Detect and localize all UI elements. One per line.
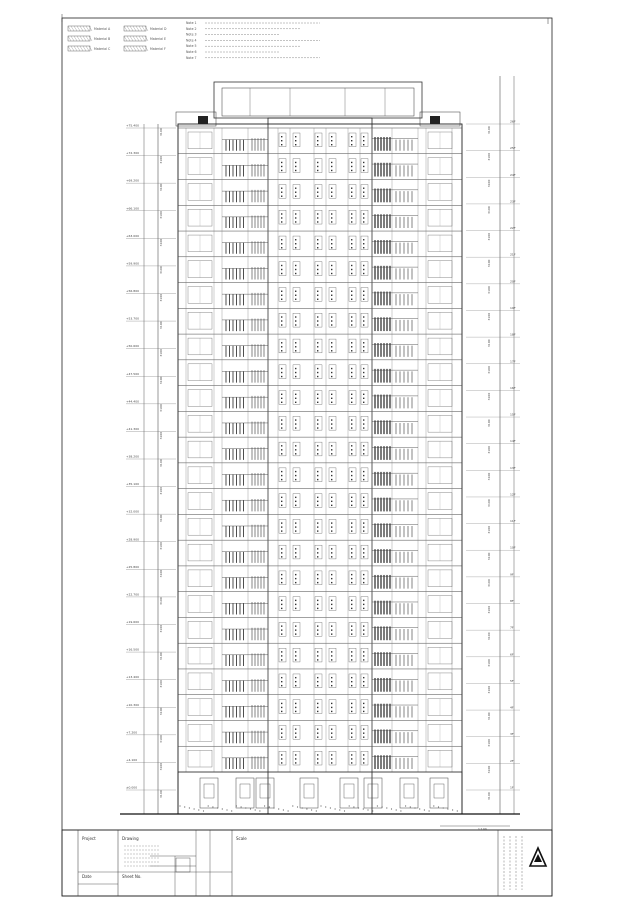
level-dimension: 3100 [159,597,163,605]
level-mark: +19.600 [126,620,140,624]
level-dimension: 3100 [159,128,163,136]
level-mark: +4.100 [126,757,138,762]
legend-note: Note 7 [186,55,197,60]
floor-label: 8F [510,599,514,604]
level-mark: +72.300 [126,151,140,156]
floor-dimension: 3100 [487,552,491,561]
level-dimension: 3100 [159,349,163,357]
level-mark: +13.400 [126,675,140,680]
building-outline [178,124,462,814]
floor-dimension: 3100 [487,499,491,507]
title-block-cell: Scale [236,836,247,841]
floor-dimension: 3100 [487,419,491,428]
level-dimension: 3100 [159,211,163,219]
legend-note: Note 3 [186,32,197,37]
floor-dimension: 3100 [487,792,491,800]
legend-note: Note 4 [186,38,197,43]
title-block [62,830,552,896]
floor-dimension: 3100 [487,206,491,214]
floor-label: 20F [510,279,516,284]
level-mark: ±0.000 [126,785,138,790]
legend-item [68,36,110,41]
floor-label: 9F [510,572,514,577]
floor-dimension: 3100 [487,605,491,614]
level-mark: +38.200 [126,454,140,459]
level-dimension: 3100 [159,404,163,412]
level-dimension: 3100 [159,735,163,743]
floor-label: 6F [510,652,514,657]
level-mark: +50.600 [126,344,140,349]
floor-label: 2F [510,758,514,763]
floor-label: 24F [510,172,516,177]
level-dimension: 3100 [159,514,163,523]
level-dimension: 3100 [159,321,163,330]
level-dimension: 3100 [159,266,163,274]
floor-label: 7F [510,625,514,630]
right-floor-labels [466,76,520,814]
floor-label: 26F [510,119,516,124]
floor-label: 19F [510,305,516,310]
floor-dimension: 3100 [487,472,491,481]
title-block-cell: Date [82,874,92,879]
floor-label: 23F [510,199,516,204]
legend-item-label: Material A [94,27,111,31]
floor-dimension: 3100 [487,632,491,641]
level-dimension: 3100 [159,376,163,385]
title-block-cell: Project [82,836,96,841]
floor-dimension: 3100 [487,525,491,534]
level-mark: +7.200 [126,730,138,735]
legend-item-label: Material D [150,27,167,31]
level-mark: +56.800 [126,289,140,293]
floor-dimension: 3100 [487,232,491,241]
floor-label: 11F [510,519,516,524]
floor-label: 5F [510,678,514,683]
level-mark: +16.500 [126,647,140,652]
floor-dimension: 3100 [487,126,491,134]
level-dimension: 3100 [159,652,163,661]
level-dimension: 3100 [159,569,163,578]
floor-dimension: 3100 [487,259,491,268]
level-mark: +10.300 [126,702,140,707]
floor-label: 1F [510,785,514,790]
legend-note: Note 1 [186,21,197,25]
level-mark: +75.400 [126,123,140,128]
legend-note: Note 5 [186,44,197,49]
floor-label: 3F [510,732,514,737]
floor-label: 12F [510,492,516,497]
level-dimension: 3100 [159,459,163,467]
legend-item [68,46,111,51]
level-mark: +35.100 [126,482,140,487]
scale-text: 1:100 [478,827,487,831]
level-dimension: 3100 [159,486,163,495]
title-block-cell: Sheet No. [122,874,142,879]
level-dimension: 3100 [159,238,163,247]
floor-dimension: 3100 [487,712,491,721]
level-mark: +25.800 [126,564,140,569]
level-dimension: 3100 [159,155,163,164]
level-mark: +41.300 [126,426,140,431]
roof-frame [214,82,422,118]
level-dimension: 3100 [159,431,163,440]
level-dimension: 3100 [159,680,163,688]
floor-dimension: 3100 [487,392,491,401]
floor-dimension: 3100 [487,286,491,294]
legend-item [124,26,167,31]
level-mark: +63.000 [126,233,140,238]
legend-block [68,21,320,60]
level-mark: +69.200 [126,178,140,183]
level-mark: +44.400 [126,399,140,404]
level-mark: +59.900 [126,261,140,266]
level-mark: +53.700 [126,316,140,321]
floor-label: 15F [510,412,516,417]
legend-item-label: Material C [94,47,111,51]
floor-dimension: 3100 [487,339,491,348]
level-dimension: 3100 [159,762,163,771]
floor-dimension: 3100 [487,579,491,587]
floor-dimension: 3100 [487,152,491,161]
floor-dimension: 3100 [487,179,491,188]
left-level-marks [126,124,176,815]
floor-label: 4F [510,705,514,710]
floor-label: 13F [510,465,516,470]
floor-label: 17F [510,359,516,364]
floor-dimension: 3100 [487,739,491,747]
floor-dimension: 3100 [487,659,491,667]
floor-label: 18F [510,332,516,337]
floor-label: 10F [510,545,516,550]
level-mark: +22.700 [126,592,140,597]
floor-dimension: 3100 [487,312,491,321]
legend-item-label: Material B [94,37,111,41]
floor-dimension: 3100 [487,366,491,374]
floor-label: 25F [510,146,516,151]
floor-label: 16F [510,385,516,390]
floor-label: 14F [510,439,516,444]
legend-note: Note 2 [186,26,197,31]
floor-label: 22F [510,226,516,231]
floor-dimension: 3100 [487,685,491,694]
level-dimension: 3100 [159,293,163,302]
level-dimension: 3100 [159,707,163,716]
legend-item-label: Material F [150,47,166,51]
level-dimension: 3100 [159,790,163,798]
floor-dimension: 3100 [487,446,491,454]
level-mark: +66.100 [126,206,140,211]
level-dimension: 3100 [159,542,163,550]
level-dimension: 3100 [159,183,163,192]
legend-note: Note 6 [186,50,197,54]
legend-item [124,46,166,51]
level-mark: +32.000 [126,509,140,514]
legend-item [124,36,166,41]
company-logo [530,848,546,866]
central-tower [268,118,372,814]
level-mark: +47.500 [126,371,140,376]
building-elevation [176,82,462,814]
floor-label: 21F [510,252,516,257]
floor-dimension: 3100 [487,765,491,774]
legend-item [68,26,111,31]
title-block-cell: Drawing [122,836,139,841]
level-mark: +28.900 [126,537,140,542]
legend-item-label: Material E [150,37,166,41]
level-dimension: 3100 [159,624,163,633]
